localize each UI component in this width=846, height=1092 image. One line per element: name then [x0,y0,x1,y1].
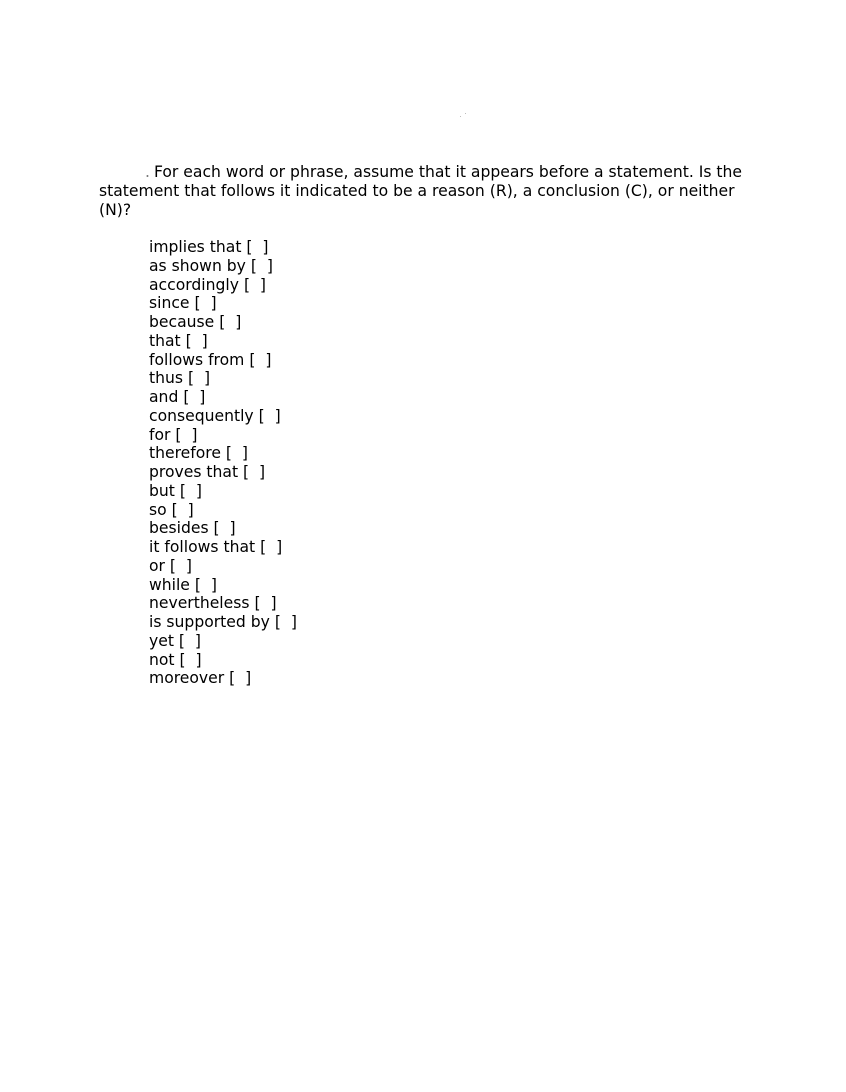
answer-slot[interactable]: [ ] [243,275,267,294]
answer-slot[interactable]: [ ] [250,256,273,275]
answer-slot[interactable]: [ ] [249,350,272,369]
item-label: that [149,331,181,350]
answer-slot[interactable]: [ ] [219,313,242,331]
scan-speck [460,112,466,118]
item-label: is supported by [149,613,270,631]
item-label: yet [149,631,174,650]
item-label: while [149,575,190,594]
list-item [149,426,297,445]
item-label: therefore [149,444,221,463]
list-item [149,257,297,276]
answer-slot[interactable]: [ ] [185,331,208,350]
answer-slot[interactable]: [ ] [187,369,211,388]
answer-slot[interactable]: [ ] [169,556,193,575]
word-phrase-list [149,238,297,688]
list-item [149,463,297,482]
paragraph-marker: . [145,163,150,181]
answer-slot[interactable]: [ ] [274,613,297,631]
list-item [149,632,297,651]
list-item [149,444,297,463]
list-item [149,388,297,407]
answer-slot[interactable]: [ ] [225,444,249,463]
item-label: besides [149,519,209,538]
list-item [149,238,297,257]
list-item [149,313,297,332]
answer-slot[interactable]: [ ] [258,406,281,425]
item-label: thus [149,369,184,388]
item-label: because [149,313,215,331]
item-label: nevertheless [149,594,250,613]
list-item [149,501,297,520]
list-item [149,294,297,313]
item-label: and [149,388,179,406]
list-item [149,669,297,688]
item-label: it follows that [149,538,256,556]
answer-slot[interactable]: [ ] [194,294,217,313]
item-label: but [149,481,175,500]
list-item [149,576,297,595]
answer-slot[interactable]: [ ] [246,238,269,256]
item-label: not [149,650,175,669]
item-label: accordingly [149,275,239,294]
list-item [149,613,297,632]
list-item [149,407,297,426]
item-label: for [149,425,171,444]
item-label: as shown by [149,256,246,275]
answer-slot[interactable]: [ ] [254,594,277,613]
answer-slot[interactable]: [ ] [213,519,236,538]
answer-slot[interactable]: [ ] [229,669,252,688]
list-item [149,594,297,613]
answer-slot[interactable]: [ ] [175,425,198,444]
answer-slot[interactable]: [ ] [171,500,194,519]
list-item [149,369,297,388]
list-item [149,276,297,295]
item-label: follows from [149,350,245,369]
list-item [149,332,297,351]
list-item [149,519,297,538]
answer-slot[interactable]: [ ] [183,388,206,406]
answer-slot[interactable]: [ ] [194,575,217,594]
item-label: or [149,556,165,575]
item-label: moreover [149,669,225,688]
question-text: For each word or phrase, assume that it appears before a statement. Is the statement that follows it indicated to be a reason (R), a conclusion (C), or neither (N)? [99,163,743,219]
item-label: since [149,294,190,313]
answer-slot[interactable]: [ ] [178,631,201,650]
list-item [149,651,297,670]
list-item [149,351,297,370]
answer-slot[interactable]: [ ] [260,538,283,556]
item-label: proves that [149,463,239,481]
answer-slot[interactable]: [ ] [243,463,266,481]
answer-slot[interactable]: [ ] [179,650,202,669]
list-item [149,538,297,557]
list-item [149,482,297,501]
item-label: so [149,500,167,519]
question-paragraph [99,163,767,220]
answer-slot[interactable]: [ ] [179,481,202,500]
list-item [149,557,297,576]
item-label: consequently [149,406,254,425]
item-label: implies that [149,238,242,256]
